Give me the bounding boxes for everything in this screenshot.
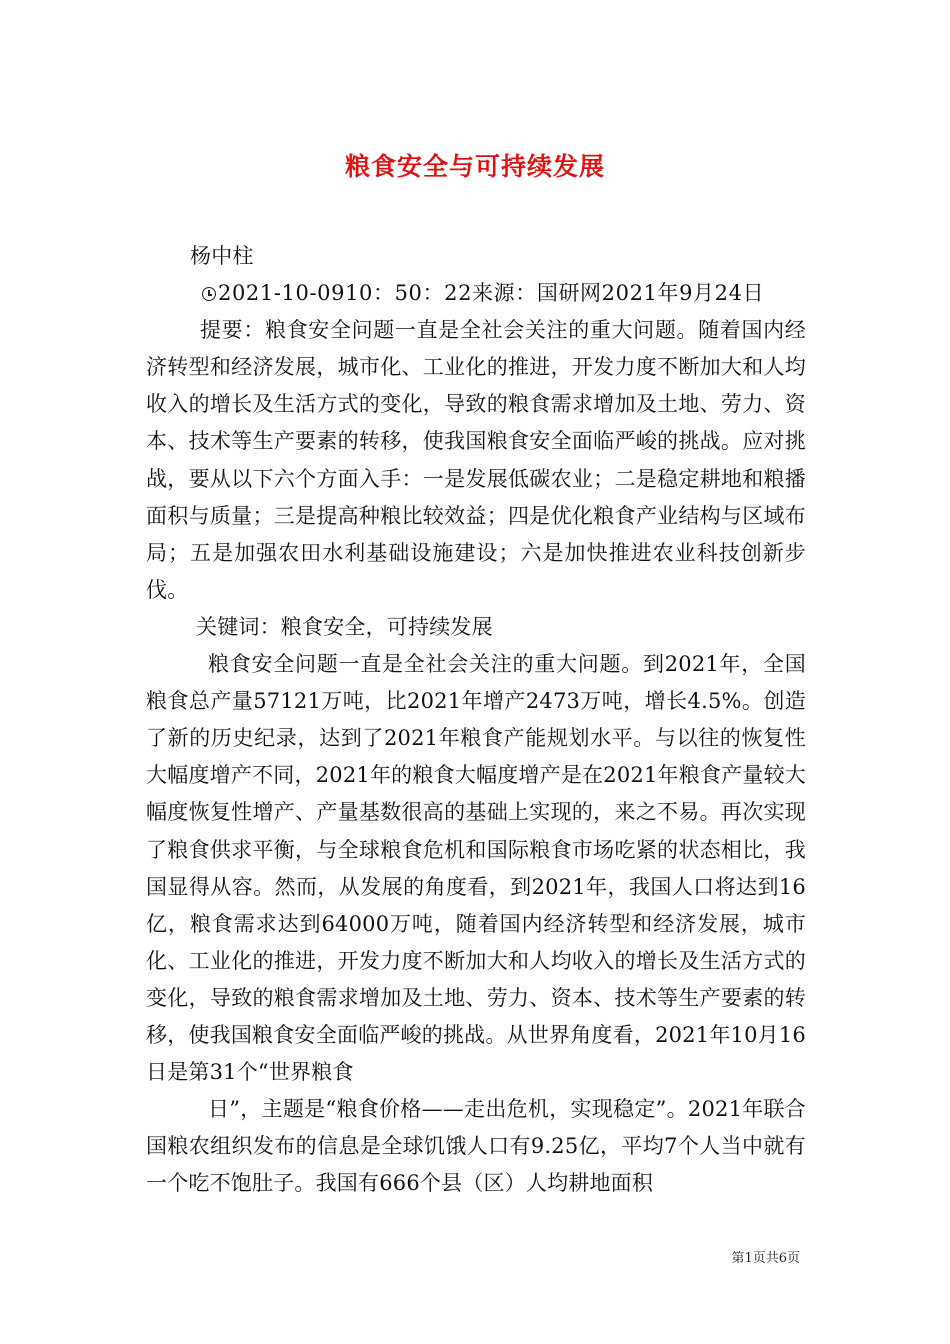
body-paragraph-2: 日”，主题是“粮食价格——走出危机，实现稳定”。2021年联合国粮农组织发布的信息是全球饥饿人口有9.25亿，平均7个人当中就有一个吃不饱肚子。我国有666个县（区）人均耕地面积	[146, 1097, 806, 1196]
document-body	[146, 238, 806, 1202]
keywords-line: 关键词：粮食安全，可持续发展	[196, 614, 493, 639]
page-number: 第1页共6页	[731, 1251, 800, 1266]
body-paragraph-1: 粮食安全问题一直是全社会关注的重大问题。到2021年，全国粮食总产量57121万吨，比2021年增产2473万吨，增长4.5%。创造了新的历史纪录，达到了2021年粮食产能规划水平。与以往的恢复性大幅度增产不同，2021年的粮食大幅度增产是在2021年粮食产量较大幅度恢复性增产、产量基数很高的基础上实现的，来之不易。再次实现了粮食供求平衡，与全球粮食危机和国际粮食市场吃紧的状态相比，我国显得从容。然而，从发展的角度看，到2021年，我国人口将达到16亿，粮食需求达到64000万吨，随着国内经济转型和经济发展，城市化、工业化的推进，开发力度不断加大和人均收入的增长及生活方式的变化，导致的粮食需求增加及土地、劳力、资本、技术等生产要素的转移，使我国粮食安全面临严峻的挑战。从世界角度看，2021年10月16日是第31个“世界粮食	[146, 652, 806, 1085]
clock-icon	[202, 287, 216, 301]
publish-info-text: 2021-10-0910：50：22来源：国研网2021年9月24日	[218, 281, 765, 306]
publish-info	[146, 275, 806, 312]
document-title: 粮食安全与可持续发展	[344, 151, 605, 181]
author-name: 杨中柱	[190, 244, 254, 268]
abstract-paragraph: 提要：粮食安全问题一直是全社会关注的重大问题。随着国内经济转型和经济发展，城市化、工业化的推进，开发力度不断加大和人均收入的增长及生活方式的变化，导致的粮食需求增加及土地、劳力、资本、技术等生产要素的转移，使我国粮食安全面临严峻的挑战。应对挑战，要从以下六个方面入手：一是发展低碳农业；二是稳定耕地和粮播面积与质量；三是提高种粮比较效益；四是优化粮食产业结构与区域布局；五是加强农田水利基础设施建设；六是加快推进农业科技创新步伐。	[146, 318, 806, 602]
